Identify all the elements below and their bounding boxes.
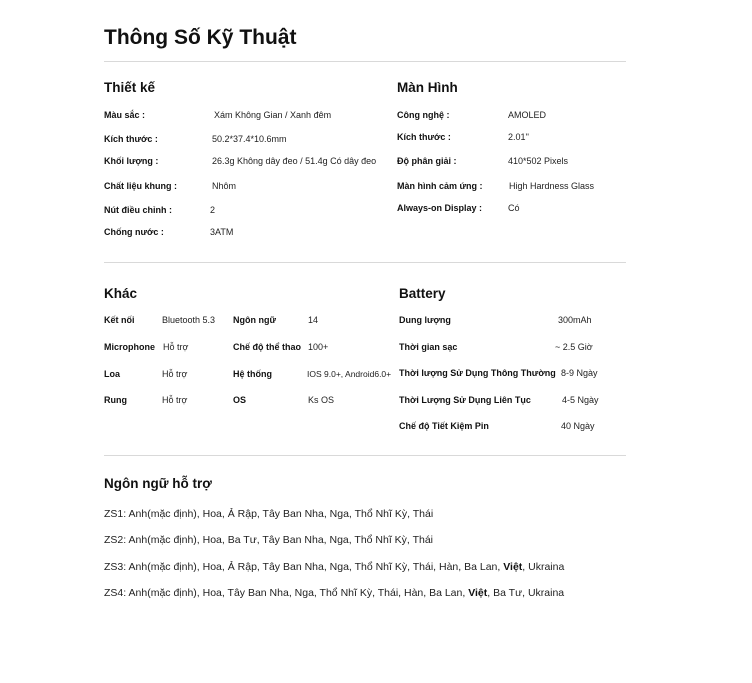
screen-value-aod: Có xyxy=(508,203,520,213)
language-text: , Ba Tư, Ukraina xyxy=(487,587,565,599)
screen-label-touch: Màn hình cảm ứng : xyxy=(397,181,483,191)
screen-value-tech: AMOLED xyxy=(508,110,547,120)
design-label-frame: Chất liệu khung : xyxy=(104,181,177,191)
screen-value-touch: High Hardness Glass xyxy=(509,181,595,191)
screen-label-tech: Công nghệ : xyxy=(397,110,450,120)
design-value-weight: 26.3g Không dây đeo / 51.4g Có dây đeo xyxy=(212,156,377,166)
battery-label-normal: Thời lượng Sử Dụng Thông Thường xyxy=(399,368,556,378)
language-text: ZS3: Anh(mặc định), Hoa, Ả Rập, Tây Ban Nha, Nga, Thổ Nhĩ Kỳ, Thái, Hàn, Ba Lan, xyxy=(104,561,504,573)
other-value-mic: Hỗ trợ xyxy=(163,342,189,352)
other-label-os: OS xyxy=(233,395,247,405)
battery-value-continuous: 4-5 Ngày xyxy=(562,395,599,405)
design-label-waterproof: Chống nước : xyxy=(104,227,164,237)
screen-value-resolution: 410*502 Pixels xyxy=(508,156,569,166)
battery-label-charge: Thời gian sạc xyxy=(399,342,458,352)
design-value-size: 50.2*37.4*10.6mm xyxy=(212,134,287,144)
language-text: ZS4: Anh(mặc định), Hoa, Tây Ban Nha, Nga, Thổ Nhĩ Kỳ, Thái, Hàn, Ba Lan, xyxy=(104,587,469,599)
other-label-system: Hệ thống xyxy=(233,369,272,379)
design-value-frame: Nhôm xyxy=(212,181,237,191)
language-line-zs2 xyxy=(104,534,433,546)
battery-value-charge: ~ 2.5 Giờ xyxy=(555,342,593,352)
design-value-buttons: 2 xyxy=(210,205,216,215)
languages-heading: Ngôn ngữ hỗ trợ xyxy=(104,476,212,491)
other-value-speaker: Hỗ trợ xyxy=(162,369,188,379)
battery-label-continuous: Thời Lượng Sử Dụng Liên Tục xyxy=(399,395,531,405)
screen-label-aod: Always-on Display : xyxy=(397,203,483,213)
other-value-connect: Bluetooth 5.3 xyxy=(162,315,216,325)
design-value-color: Xám Không Gian / Xanh đêm xyxy=(214,110,332,120)
other-label-connect: Kết nối xyxy=(104,315,135,325)
design-value-waterproof: 3ATM xyxy=(210,227,234,237)
divider xyxy=(104,61,626,62)
other-label-vibrate: Rung xyxy=(104,395,127,405)
battery-label-capacity: Dung lượng xyxy=(399,315,451,325)
language-line-zs3 xyxy=(104,561,564,573)
other-value-system: IOS 9.0+, Android6.0+ xyxy=(307,369,392,379)
battery-value-saver: 40 Ngày xyxy=(561,421,595,431)
language-text: ZS2: Anh(mặc định), Hoa, Ba Tư, Tây Ban Nha, Nga, Thổ Nhĩ Kỳ, Thái xyxy=(104,534,433,546)
other-label-lang: Ngôn ngữ xyxy=(233,315,277,325)
other-label-speaker: Loa xyxy=(104,369,121,379)
battery-value-capacity: 300mAh xyxy=(558,315,592,325)
design-label-weight: Khối lượng : xyxy=(104,156,159,166)
design-label-size: Kích thước : xyxy=(104,134,158,144)
other-label-mic: Microphone xyxy=(104,342,155,352)
battery-value-normal: 8-9 Ngày xyxy=(561,368,598,378)
page-title: Thông Số Kỹ Thuật xyxy=(104,26,297,49)
design-label-color: Màu sắc : xyxy=(104,110,146,120)
battery-heading: Battery xyxy=(399,286,446,301)
language-line-zs4 xyxy=(104,587,564,599)
language-text: ZS1: Anh(mặc định), Hoa, Ả Rập, Tây Ban Nha, Nga, Thổ Nhĩ Kỳ, Thái xyxy=(104,508,434,520)
language-line-zs1 xyxy=(104,508,433,520)
screen-value-size: 2.01'' xyxy=(508,132,529,142)
battery-label-saver: Chế độ Tiết Kiệm Pin xyxy=(399,421,489,431)
divider xyxy=(104,262,626,263)
screen-heading: Màn Hình xyxy=(397,80,458,95)
other-label-sport: Chế độ thể thao xyxy=(233,342,301,352)
other-value-sport: 100+ xyxy=(308,342,329,352)
design-heading: Thiết kế xyxy=(104,80,156,95)
other-value-os: Ks OS xyxy=(308,395,335,405)
language-highlight: Việt xyxy=(503,561,523,573)
other-value-vibrate: Hỗ trợ xyxy=(162,395,188,405)
language-text: , Ukraina xyxy=(522,561,565,573)
language-highlight: Việt xyxy=(468,587,488,599)
other-heading: Khác xyxy=(104,286,138,301)
design-label-buttons: Nút điều chỉnh : xyxy=(104,205,172,215)
screen-label-size: Kích thước : xyxy=(397,132,451,142)
screen-label-resolution: Độ phân giải : xyxy=(397,156,457,166)
divider xyxy=(104,455,626,456)
other-value-lang: 14 xyxy=(308,315,319,325)
